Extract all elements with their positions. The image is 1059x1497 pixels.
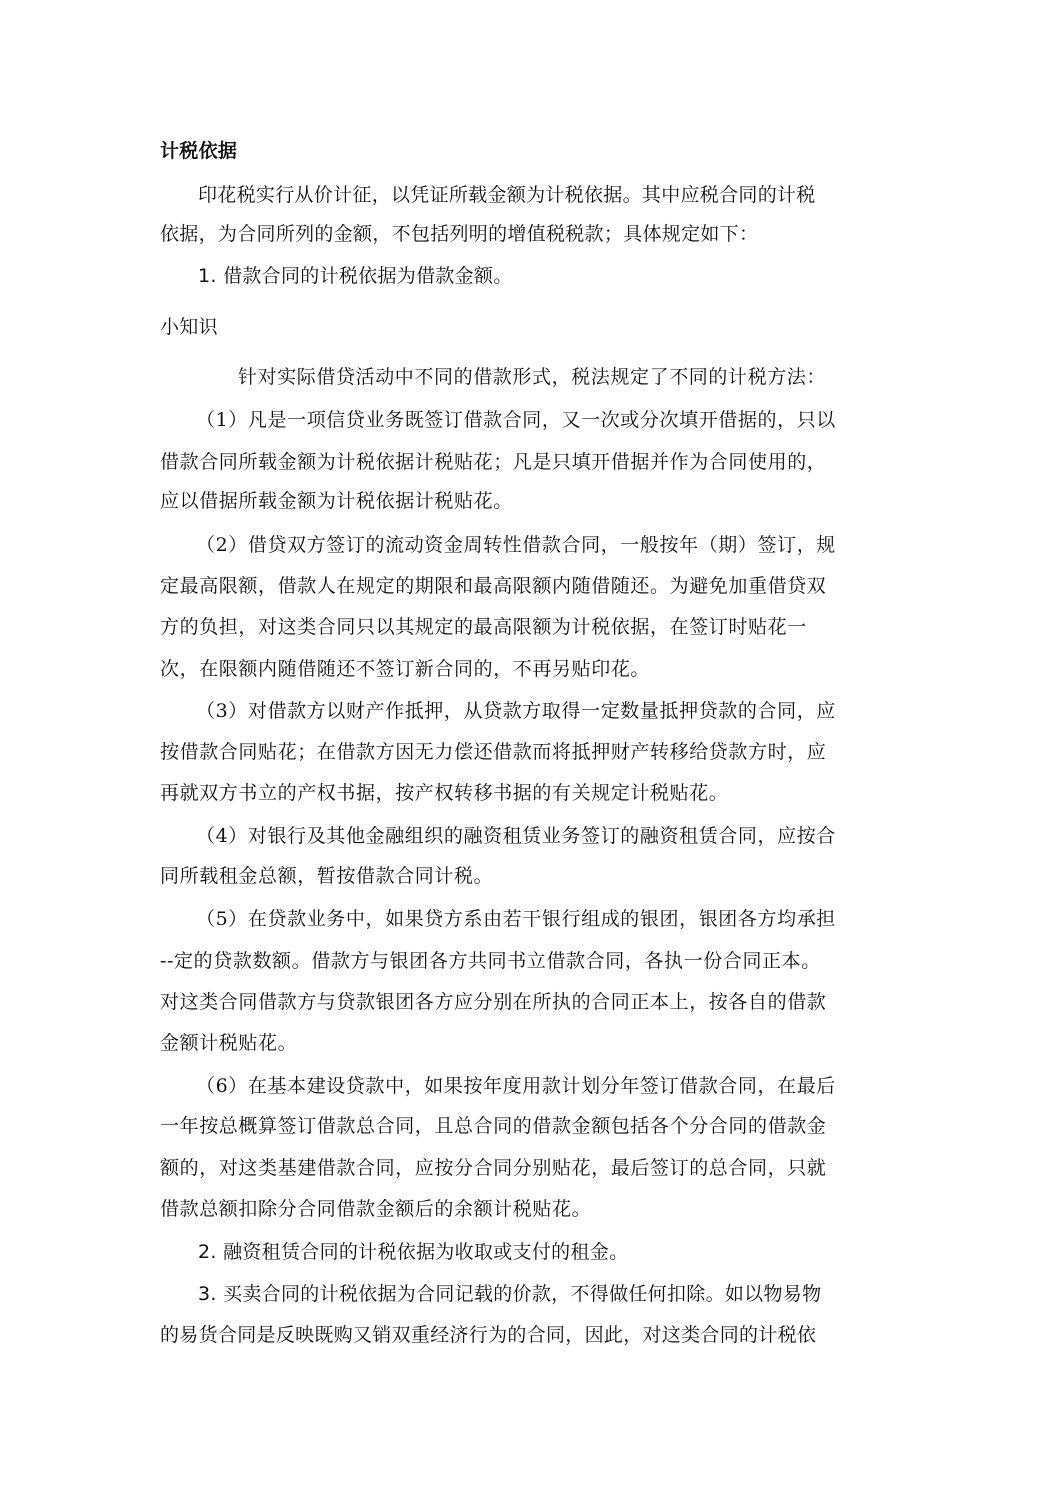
- tip-1-line-2: 借款合同所载金额为计税依据计税贴花；凡是只填开借据并作为合同使用的，: [160, 451, 827, 473]
- section-heading: 计税依据: [160, 140, 238, 162]
- list-item-3-line-1: 3. 买卖合同的计税依据为合同记载的价款，不得做任何扣除。如以物易物: [198, 1283, 822, 1305]
- tip-6-line-2: 一年按总概算签订借款总合同，且总合同的借款金额包括各个分合同的借款金: [160, 1115, 827, 1137]
- tip-3-line-3: 再就双方书立的产权书据，按产权转移书据的有关规定计税贴花。: [160, 782, 729, 804]
- tip-6-line-1: （6）在基本建设贷款中，如果按年度用款计划分年签订借款合同，在最后: [196, 1075, 836, 1097]
- tip-1-line-1: （1）凡是一项信贷业务既签订借款合同，又一次或分次填开借据的，只以: [196, 409, 836, 431]
- list-item-1: 1. 借款合同的计税依据为借款金额。: [198, 265, 513, 287]
- list-item-3-line-2: 的易货合同是反映既购又销双重经济行为的合同，因此，对这类合同的计税依: [160, 1324, 817, 1346]
- intro-line-2: 依据，为合同所列的金额，不包括列明的增值税税款；具体规定如下：: [160, 223, 759, 245]
- tip-5-line-3: 对这类合同借款方与贷款银团各方应分别在所执的合同正本上，按各自的借款: [160, 991, 827, 1013]
- tips-intro: 针对实际借贷活动中不同的借款形式，税法规定了不同的计税方法：: [238, 366, 827, 388]
- tip-6-line-4: 借款总额扣除分合同借款金额后的余额计税贴花。: [160, 1198, 592, 1220]
- tip-2-line-1: （2）借贷双方签订的流动资金周转性借款合同，一般按年（期）签订，规: [196, 534, 836, 556]
- tip-3-line-2: 按借款合同贴花；在借款方因无力偿还借款而将抵押财产转移给贷款方时，应: [160, 741, 827, 763]
- tip-4-line-1: （4）对银行及其他金融组织的融资租赁业务签订的融资租赁合同，应按合: [196, 825, 836, 847]
- tip-5-line-4: 金额计税贴花。: [160, 1032, 298, 1054]
- list-item-2: 2. 融资租赁合同的计税依据为收取或支付的租金。: [198, 1241, 629, 1263]
- tip-6-line-3: 额的，对这类基建借款合同，应按分合同分别贴花，最后签订的总合同，只就: [160, 1157, 827, 1179]
- tip-2-line-4: 次，在限额内随借随还不签订新合同的，不再另贴印花。: [160, 658, 651, 680]
- tip-2-line-2: 定最高限额，借款人在规定的期限和最高限额内随借随还。为避免加重借贷双: [160, 575, 827, 597]
- tip-1-line-3: 应以借据所载金额为计税依据计税贴花。: [160, 490, 513, 512]
- tip-2-line-3: 方的负担，对这类合同只以其规定的最高限额为计税依据，在签订时贴花一: [160, 616, 807, 638]
- tip-5-line-2: --定的贷款数额。借款方与银团各方共同书立借款合同，各执一份合同正本。: [160, 950, 821, 972]
- tip-4-line-2: 同所载租金总额，暂按借款合同计税。: [160, 865, 494, 887]
- tip-5-line-1: （5）在贷款业务中，如果贷方系由若干银行组成的银团，银团各方均承担: [196, 908, 836, 930]
- tip-3-line-1: （3）对借款方以财产作抵押，从贷款方取得一定数量抵押贷款的合同，应: [196, 700, 836, 722]
- intro-line-1: 印花税实行从价计征，以凭证所载金额为计税依据。其中应税合同的计税: [198, 184, 816, 206]
- tips-heading: 小知识: [160, 316, 218, 338]
